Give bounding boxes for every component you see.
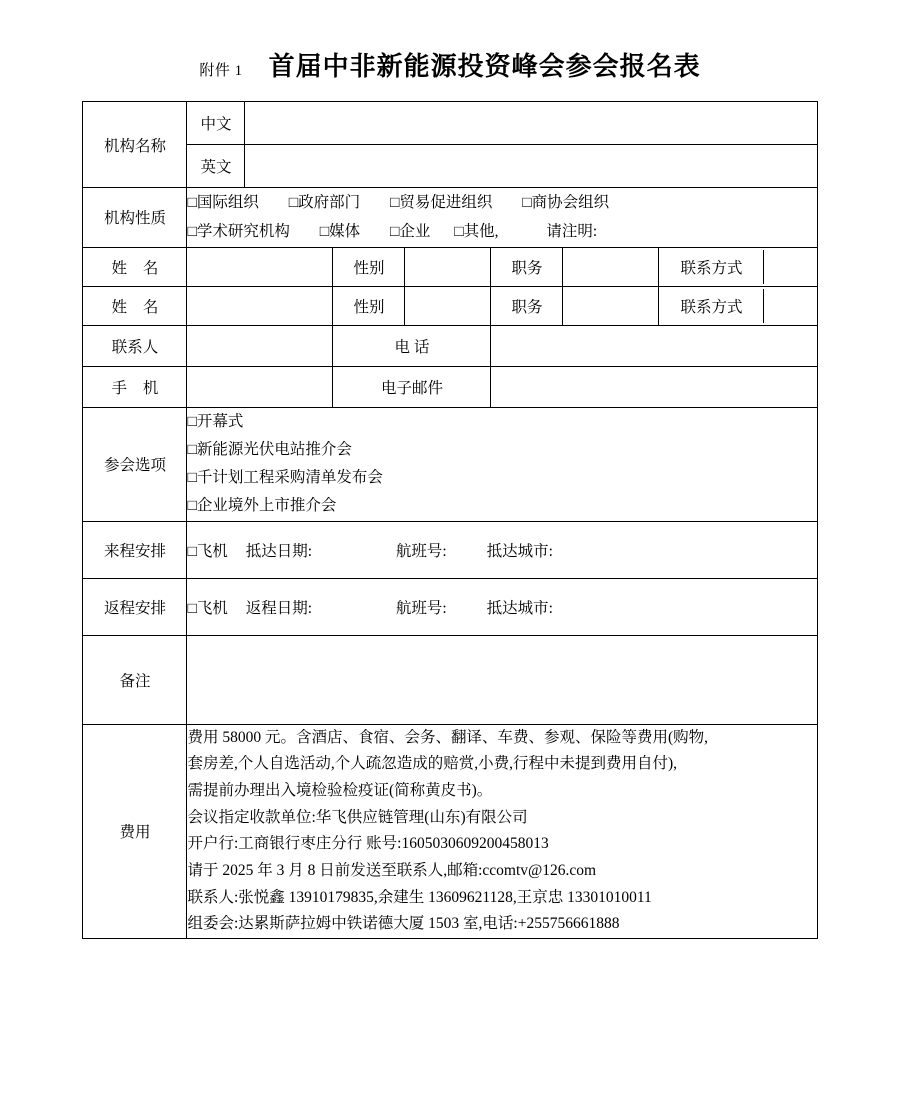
checkbox-trade-promotion[interactable]: □贸易促进组织 [389,194,493,211]
mobile-field[interactable] [187,366,333,407]
arrival-flight-no-label[interactable]: 航班号: [395,542,447,560]
registration-form-table [82,101,817,939]
fee-line-1: 费用 58000 元。含酒店、食宿、会务、翻译、车费、参观、保险等费用(购物, [187,728,709,746]
remark-field[interactable] [187,635,817,724]
person-contact-label-2: 联系方式 [659,289,764,323]
checkbox-enterprise[interactable]: □企业 [389,223,431,241]
return-fields [187,578,817,635]
person-title-field-2[interactable] [563,286,659,325]
checkbox-government[interactable]: □政府部门 [288,194,361,211]
person-gender-label-2: 性别 [333,286,405,325]
return-label: 返程安排 [83,578,187,635]
contact-person-label: 联系人 [83,325,187,366]
phone-field[interactable] [491,325,817,366]
remark-label: 备注 [83,635,187,724]
checkbox-pv-station-promotion[interactable]: □新能源光伏电站推介会 [187,441,352,459]
checkbox-overseas-listing[interactable]: □企业境外上市推介会 [187,497,337,515]
table-row [83,521,817,578]
table-row [83,635,817,724]
arrival-city-label[interactable]: 抵达城市: [486,542,553,560]
other-specify-label: 请注明: [546,223,598,241]
checkbox-chamber-association[interactable]: □商协会组织 [522,194,610,211]
person-name-field-2[interactable] [187,286,333,325]
fee-line-3: 需提前办理出入境检验检疫证(简称黄皮书)。 [187,782,493,799]
person-gender-field-2[interactable] [405,286,491,325]
checkbox-arrival-flight[interactable]: □飞机 [187,542,228,560]
person-contact-field-1[interactable] [764,250,817,284]
checkbox-opening-ceremony[interactable]: □开幕式 [187,412,244,430]
fee-deadline-line: 请于 2025 年 3 月 8 日前发送至联系人,邮箱:ccomtv@126.com [187,861,597,879]
email-label: 电子邮件 [333,366,491,407]
table-row [83,407,817,521]
org-name-cn-label: 中文 [187,102,245,145]
table-row [83,286,817,325]
fee-bank-line: 开户行:工商银行枣庄分行 账号:1605030609200458013 [187,835,549,853]
person-contact-label-1: 联系方式 [659,250,764,284]
person-name-label-2: 姓 名 [83,286,187,325]
org-type-options [187,188,817,248]
person-title-label-2: 职务 [491,286,563,325]
person-title-label-1: 职务 [491,247,563,286]
person-name-field-1[interactable] [187,247,333,286]
mobile-label: 手 机 [83,366,187,407]
arrival-label: 来程安排 [83,521,187,578]
return-date-label[interactable]: 返程日期: [245,599,313,617]
person-contact-cell-2 [659,286,817,325]
contact-person-field[interactable] [187,325,333,366]
phone-label: 电 话 [333,325,491,366]
org-name-en-label: 英文 [187,145,245,188]
fee-line-2: 套房差,个人自选活动,个人疏忽造成的赔赏,小费,行程中未提到费用自付), [187,755,678,773]
fee-contacts-line: 联系人:张悦鑫 13910179835,余建生 13609621128,王京忠 13301010011 [187,888,652,906]
checkbox-return-flight[interactable]: □飞机 [187,599,228,617]
table-row [83,366,817,407]
table-row [83,247,817,286]
attachment-label: 附件 1 [199,63,243,79]
fee-payee-line: 会议指定收款单位:华飞供应链管理(山东)有限公司 [187,808,528,826]
arrival-fields [187,521,817,578]
checkbox-media[interactable]: □媒体 [319,223,361,241]
person-contact-field-2[interactable] [764,289,817,323]
checkbox-procurement-release[interactable]: □千计划工程采购清单发布会 [187,469,383,487]
options-label: 参会选项 [83,407,187,521]
person-gender-label-1: 性别 [333,247,405,286]
checkbox-academic[interactable]: □学术研究机构 [187,223,290,241]
document-header [0,0,900,101]
table-row [83,102,817,145]
table-row [83,325,817,366]
fee-committee-line: 组委会:达累斯萨拉姆中铁诺德大厦 1503 室,电话:+255756661888 [187,915,620,933]
person-name-label-1: 姓 名 [83,247,187,286]
org-name-label: 机构名称 [83,102,187,188]
org-type-label: 机构性质 [83,188,187,248]
table-row [83,188,817,248]
fee-label: 费用 [83,724,187,938]
page-title: 首届中非新能源投资峰会参会报名表 [268,52,701,81]
arrival-date-label[interactable]: 抵达日期: [245,542,313,560]
org-name-cn-field[interactable] [245,102,817,145]
person-contact-cell-1 [659,247,817,286]
checkbox-other[interactable]: □其他, [454,223,499,241]
person-title-field-1[interactable] [563,247,659,286]
org-name-en-field[interactable] [245,145,817,188]
fee-details [187,724,817,938]
table-row [83,578,817,635]
checkbox-international-org[interactable]: □国际组织 [187,194,259,211]
table-row [83,724,817,938]
return-flight-no-label[interactable]: 航班号: [395,599,447,617]
return-city-label[interactable]: 抵达城市: [486,599,553,617]
table-row [83,145,817,188]
participation-options [187,407,817,521]
person-gender-field-1[interactable] [405,247,491,286]
email-field[interactable] [491,366,817,407]
